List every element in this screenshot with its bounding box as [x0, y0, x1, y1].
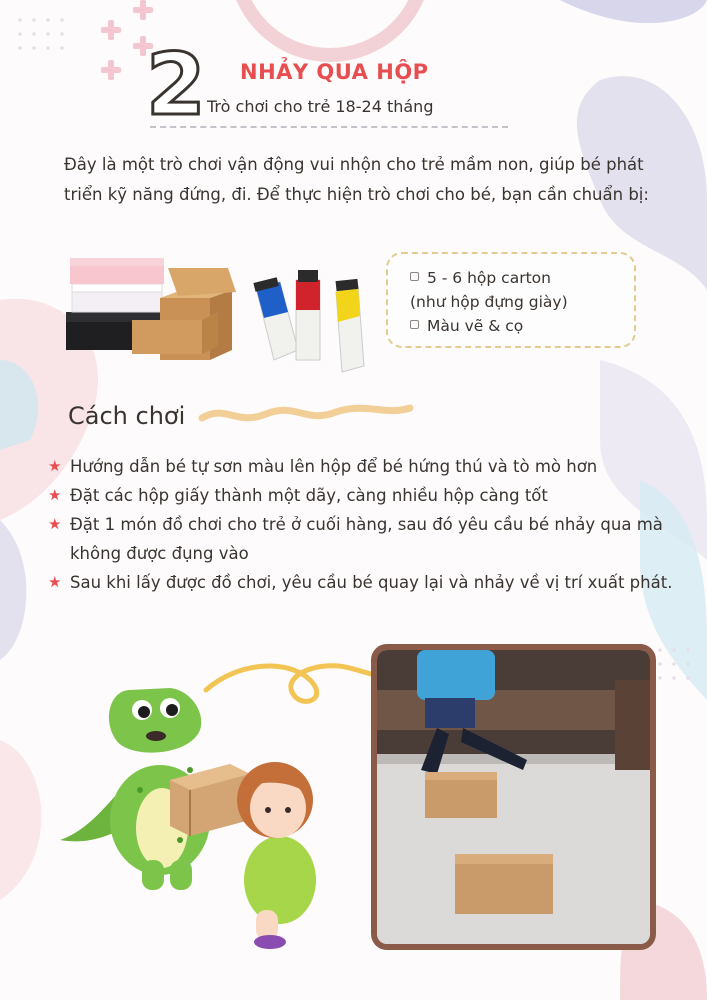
paint-tube-blue [253, 277, 298, 360]
star-bullet-icon: ★ [48, 573, 62, 591]
paint-tube-red [296, 270, 320, 360]
list-item: ★ Đặt các hộp giấy thành một dãy, càng nhiều hộp càng tốt [46, 481, 686, 510]
square-bullet-icon [410, 272, 419, 281]
intro-paragraph: Đây là một trò chơi vận động vui nhộn cho trẻ mầm non, giúp bé phát triển kỹ năng đứng, đi. Để thực hiện trò chơi cho bé, bạn cần chuẩn bị: [64, 155, 649, 204]
dinosaur-and-child-illustration [50, 660, 340, 950]
star-bullet-icon: ★ [48, 457, 62, 475]
divider [150, 126, 508, 128]
list-item: ★ Đặt 1 món đồ chơi cho trẻ ở cuối hàng, sau đó yêu cầu bé nhảy qua mà không được đụng vào [46, 510, 670, 568]
materials-item: (như hộp đựng giày) [410, 293, 568, 311]
child-shirt [417, 650, 495, 700]
steps-list [46, 452, 686, 597]
wavy-underline-icon [196, 400, 416, 428]
page-title: NHẢY QUA HỘP [240, 60, 429, 84]
photo-content [377, 650, 650, 944]
section-heading: Cách chơi [68, 402, 186, 430]
section-number: 2 [146, 35, 206, 135]
materials-item: Màu vẽ & cọ [410, 314, 523, 338]
materials-item: 5 - 6 hộp carton [410, 266, 551, 290]
activity-photo [371, 644, 656, 950]
square-bullet-icon [410, 320, 419, 329]
star-bullet-icon: ★ [48, 486, 62, 504]
materials-illustration [60, 250, 380, 385]
cardboard-box-photo [425, 778, 497, 818]
page-subtitle: Trò chơi cho trẻ 18-24 tháng [207, 97, 434, 116]
materials-box [386, 252, 636, 348]
paint-tube-yellow [336, 279, 364, 372]
child [237, 762, 316, 949]
cardboard-box-photo [455, 862, 553, 914]
list-item: ★ Hướng dẫn bé tự sơn màu lên hộp để bé hứng thú và tò mò hơn [46, 452, 686, 481]
list-item: ★ Sau khi lấy được đồ chơi, yêu cầu bé quay lại và nhảy về vị trí xuất phát. [46, 568, 680, 597]
star-bullet-icon: ★ [48, 515, 62, 533]
